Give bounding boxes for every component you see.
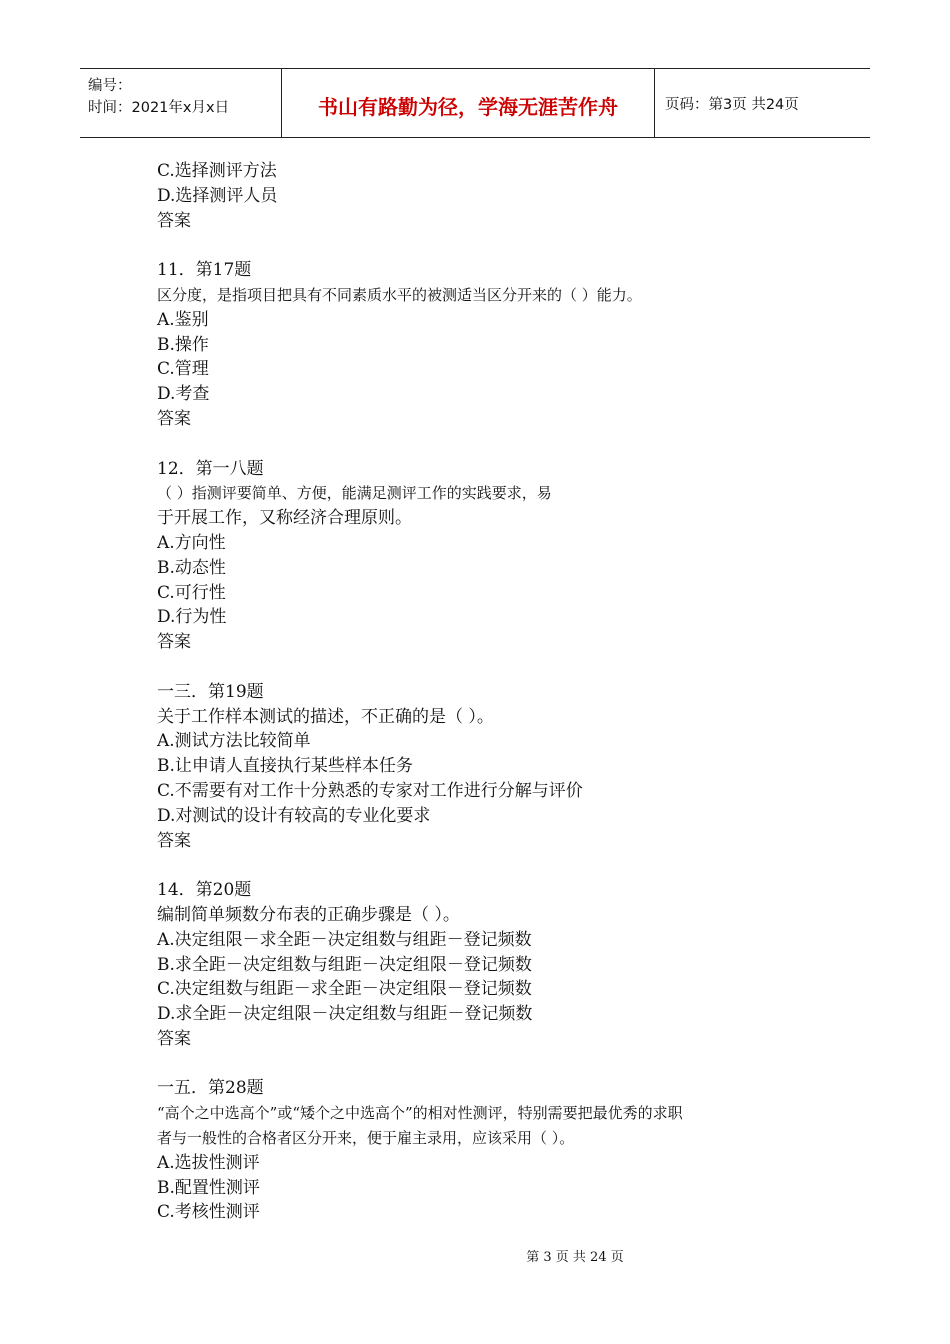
text-line: 答案	[157, 408, 191, 429]
page-header	[80, 68, 870, 138]
text-line: 答案	[157, 210, 191, 231]
page-footer: 第 3 页 共 24 页	[526, 1250, 624, 1265]
text-line: C.不需要有对工作十分熟悉的专家对工作进行分解与评价	[157, 780, 583, 801]
text-line: D.考查	[157, 384, 210, 405]
text-line: C.可行性	[157, 582, 226, 603]
blank-line	[157, 432, 797, 457]
text-line: 一三．第19题	[157, 681, 264, 702]
blank-line	[157, 1052, 797, 1077]
text-line: 一五．第28题	[157, 1078, 264, 1099]
text-line: 编制简单频数分布表的正确步骤是（ ）。	[157, 904, 460, 925]
text-line: B.配置性测评	[157, 1177, 260, 1198]
header-motto-cell	[282, 69, 655, 137]
header-page-info: 页码：第3页 共24页	[665, 97, 799, 113]
blank-line	[157, 853, 797, 878]
text-line: A.选拔性测评	[157, 1152, 260, 1173]
text-line: C.考核性测评	[157, 1202, 260, 1223]
text-line: 答案	[157, 1028, 191, 1049]
text-line: C.决定组数与组距－求全距－决定组限－登记频数	[157, 979, 532, 1000]
text-line: B.动态性	[157, 557, 226, 578]
text-line: A.鉴别	[157, 309, 209, 330]
text-line: 答案	[157, 830, 191, 851]
text-line: 11．第17题	[157, 260, 252, 281]
code-label: 编号：	[88, 78, 132, 94]
blank-line	[157, 655, 797, 680]
header-motto: 书山有路勤为径，学海无涯苦作舟	[318, 95, 618, 119]
text-line: （ ）指测评要简单、方便，能满足测评工作的实践要求，易	[157, 484, 552, 503]
text-line: “高个之中选高个”或“矮个之中选高个”的相对性测评，特别需要把最优秀的求职	[157, 1104, 683, 1123]
text-line: 区分度，是指项目把具有不同素质水平的被测适当区分开来的（ ）能力。	[157, 285, 642, 304]
text-line: 者与一般性的合格者区分开来，便于雇主录用，应该采用（ ）。	[157, 1129, 575, 1148]
header-meta	[80, 69, 282, 137]
text-line: 于开展工作，又称经济合理原则。	[157, 508, 412, 529]
blank-line	[157, 233, 797, 258]
text-line: C.选择测评方法	[157, 161, 277, 181]
text-line: D.行为性	[157, 607, 227, 628]
text-line: B.让申请人直接执行某些样本任务	[157, 756, 413, 777]
text-line: 12．第一八题	[157, 458, 264, 479]
document-body	[157, 159, 797, 1225]
text-line: D.选择测评人员	[157, 185, 278, 206]
text-line: 答案	[157, 632, 191, 653]
text-line: A.测试方法比较简单	[157, 731, 311, 752]
text-line: C.管理	[157, 359, 209, 380]
date-label: 时间：2021年x月x日	[88, 100, 230, 116]
text-line: D.对测试的设计有较高的专业化要求	[157, 805, 431, 826]
text-line: 关于工作样本测试的描述，不正确的是（ ）。	[157, 706, 494, 727]
text-line: A.决定组限－求全距－决定组数与组距－登记频数	[157, 929, 532, 950]
text-line: A.方向性	[157, 532, 226, 553]
text-line: 14．第20题	[157, 880, 252, 901]
text-line: B.求全距－决定组数与组距－决定组限－登记频数	[157, 954, 532, 975]
text-line: D.求全距－决定组限－决定组数与组距－登记频数	[157, 1004, 533, 1025]
text-line: B.操作	[157, 334, 209, 355]
